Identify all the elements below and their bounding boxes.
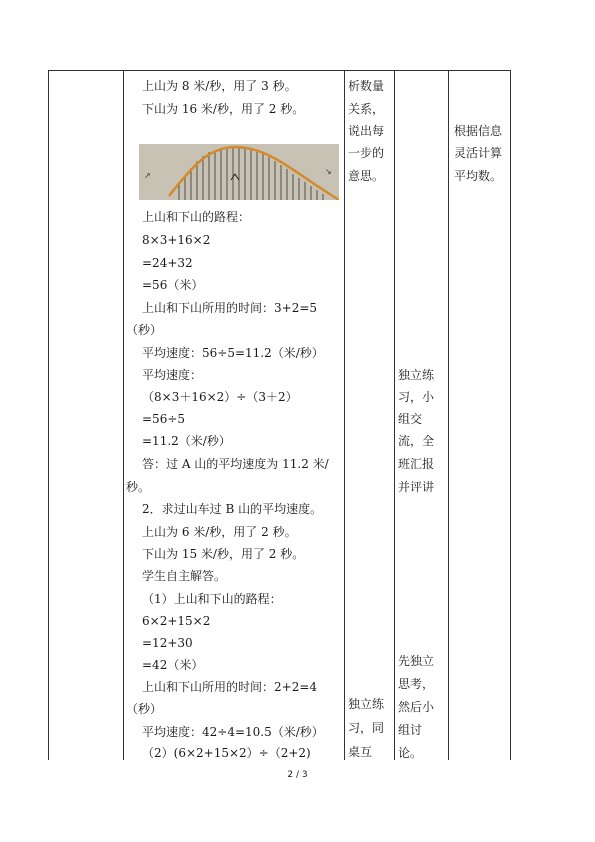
text-line: （1）上山和下山的路程： (142, 592, 282, 606)
text-line: （秒） (126, 323, 163, 337)
text-line: 上山为 8 米/秒，用了 3 秒。 (142, 79, 297, 93)
text-line: 下山为 16 米/秒，用了 2 秒。 (142, 102, 305, 116)
text-line: 8×3+16×2 (142, 233, 211, 247)
col3-text: 意思。 (348, 169, 385, 183)
table-border-col4 (394, 70, 395, 760)
text-line: （8×3＋16×2）÷（3＋2） (142, 390, 298, 404)
col3-text: 独立练 (348, 697, 385, 711)
table-border-col3 (344, 70, 345, 760)
col3-text: 关系， (348, 102, 385, 116)
text-line: =56÷5 (142, 412, 186, 426)
text-line: 下山为 15 米/秒，用了 2 秒。 (142, 547, 305, 561)
text-line: 2．求过山车过 B 山的平均速度。 (142, 502, 323, 516)
col4-text: 并评讲 (398, 480, 435, 494)
table-border-left (48, 70, 49, 760)
text-line: =11.2（米/秒） (142, 434, 231, 448)
table-top-border (48, 70, 511, 71)
text-line: 6×2+15×2 (142, 614, 211, 628)
text-line: （2）(6×2+15×2）÷（2+2) (142, 746, 311, 760)
text-line: 秒。 (126, 480, 151, 494)
page-number: 2 / 3 (287, 770, 308, 780)
table-border-col5 (448, 70, 449, 760)
text-line: 上山和下山的路程： (142, 210, 251, 224)
col4-text: 论。 (398, 746, 423, 760)
col4-text: 独立练 (398, 368, 435, 382)
col3-text: 说出每 (348, 124, 385, 138)
col4-text: 习，小 (398, 390, 435, 404)
text-line: 平均速度：56÷5=11.2（米/秒） (142, 346, 324, 360)
roller-coaster-figure (139, 144, 339, 200)
col4-text: 然后小 (398, 700, 435, 714)
text-line: 上山和下山所用的时间：3+2=5 (142, 301, 318, 315)
text-line: 学生自主解答。 (142, 569, 227, 583)
col5-text: 根据信息 (454, 124, 503, 138)
col5-text: 灵活计算 (454, 146, 503, 160)
col4-text: 思考， (398, 677, 435, 691)
col4-text: 班汇报 (398, 457, 435, 471)
svg-text:↗: ↗ (144, 171, 151, 180)
col4-text: 流，全 (398, 434, 435, 448)
col5-text: 平均数。 (454, 169, 503, 183)
text-line: （秒） (126, 702, 163, 716)
text-line: 平均速度：42÷4=10.5（米/秒） (142, 725, 324, 739)
col3-text: 一步的 (348, 146, 385, 160)
col3-text: 桌互 (348, 745, 373, 759)
col3-text: 习，同 (348, 721, 385, 735)
text-line: 平均速度： (142, 368, 203, 382)
svg-text:↘: ↘ (325, 167, 332, 176)
col3-text: 析数量 (348, 79, 385, 93)
text-line: 答：过 A 山的平均速度为 11.2 米/ (142, 457, 329, 471)
col4-text: 组讨 (398, 723, 423, 737)
text-line: =42（米） (142, 658, 204, 672)
col4-text: 组交 (398, 412, 423, 426)
text-line: 上山和下山所用的时间：2+2=4 (142, 680, 318, 694)
table-border-right (510, 70, 511, 760)
text-line: =24+32 (142, 256, 193, 270)
lesson-table (48, 70, 511, 760)
table-border-col2 (123, 70, 124, 760)
col4-text: 先独立 (398, 654, 435, 668)
text-line: 上山为 6 米/秒，用了 2 秒。 (142, 525, 297, 539)
text-line: =56（米） (142, 278, 204, 292)
text-line: =12+30 (142, 636, 193, 650)
